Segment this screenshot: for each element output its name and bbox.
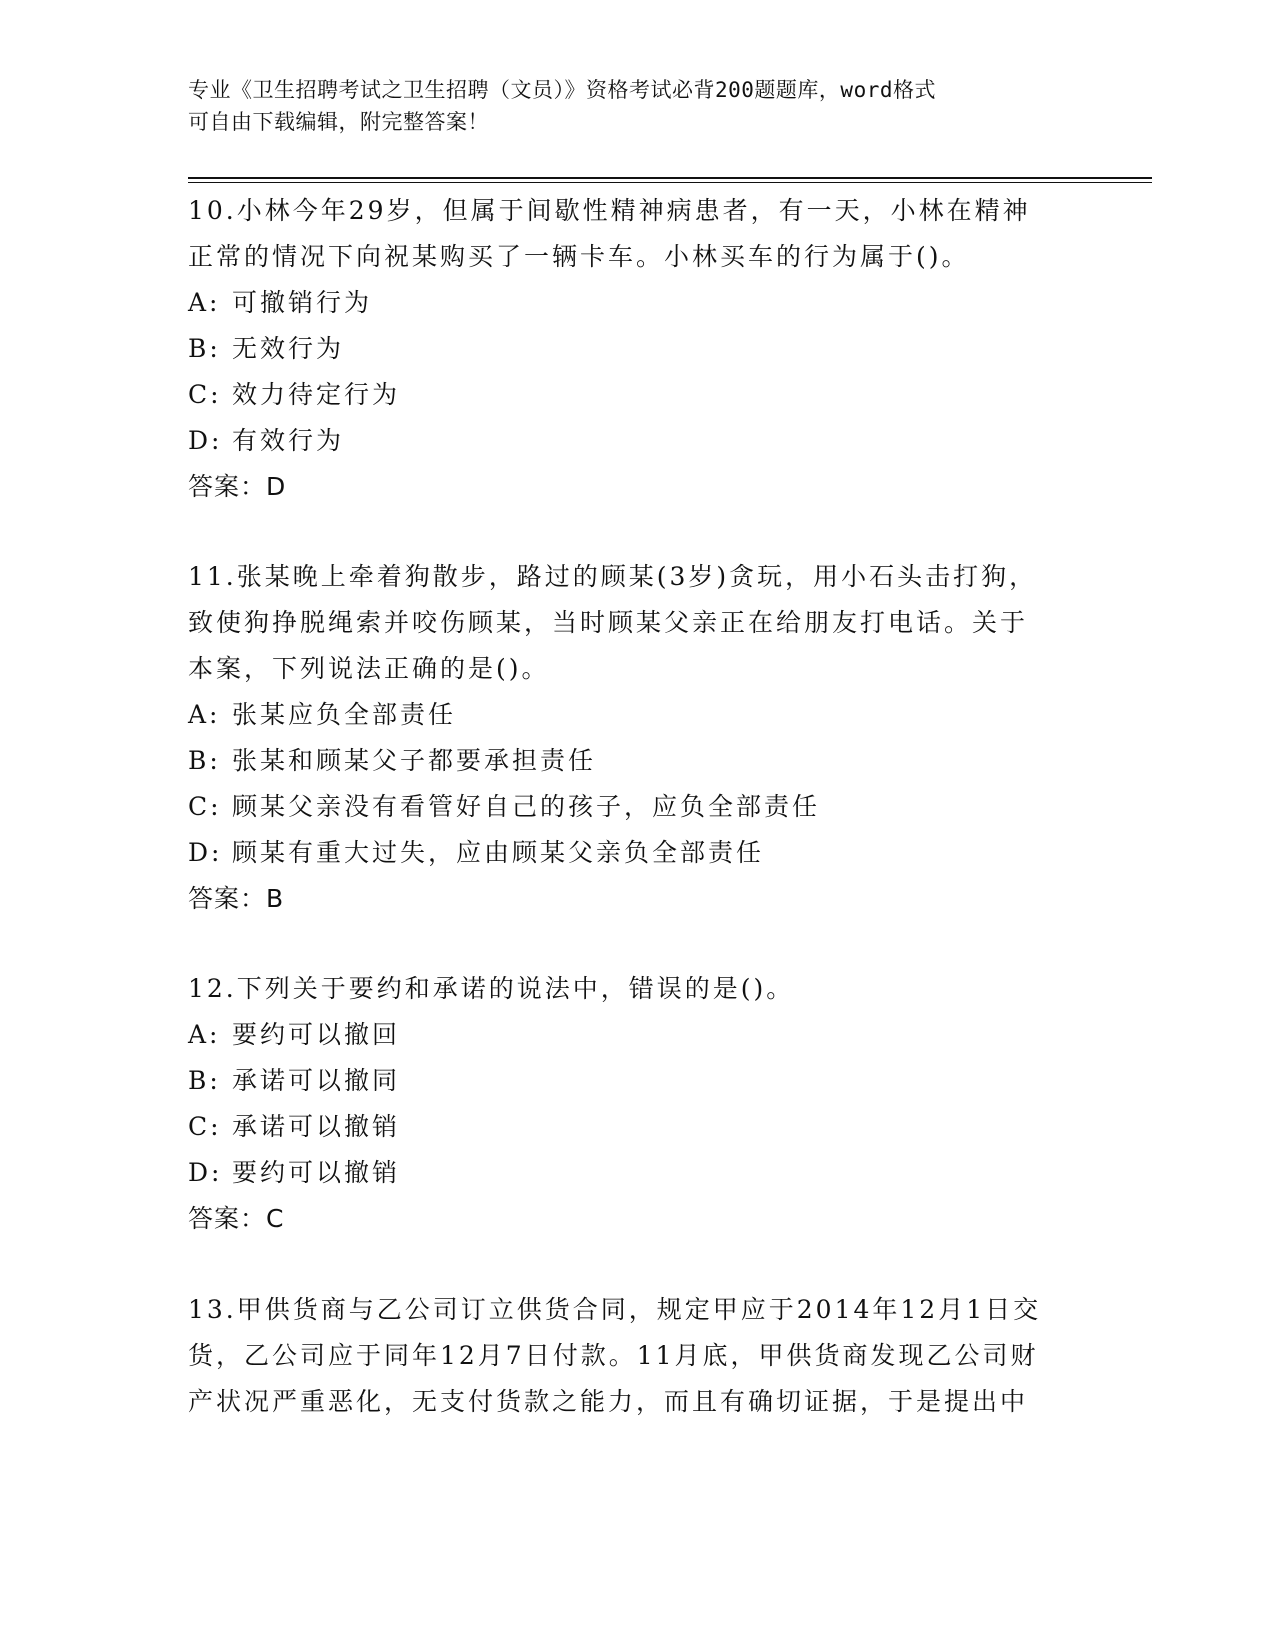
document-header — [188, 74, 1088, 138]
question-12-answer: 答案：C — [188, 1204, 285, 1233]
header-line-2: 可自由下载编辑，附完整答案！ — [188, 110, 489, 134]
question-13-text-line-2: 货，乙公司应于同年12月7日付款。11月底，甲供货商发现乙公司财 — [188, 1341, 1039, 1370]
question-11-answer: 答案：B — [188, 884, 285, 913]
question-11-option-c — [188, 784, 1088, 830]
option-text: 无效行为 — [232, 334, 345, 363]
option-letter: A: — [188, 700, 221, 729]
option-text: 可撤销行为 — [232, 288, 373, 317]
question-10 — [188, 188, 1088, 510]
header-divider-thick — [188, 177, 1152, 179]
question-10-option-c — [188, 372, 1088, 418]
option-text: 承诺可以撤同 — [232, 1066, 401, 1095]
question-13 — [188, 1287, 1088, 1425]
question-10-text-line-1: 10.小林今年29岁，但属于间歇性精神病患者，有一天，小林在精神 — [188, 196, 1031, 225]
option-text: 承诺可以撤销 — [232, 1112, 401, 1141]
question-12-option-d — [188, 1150, 1088, 1196]
question-10-option-b — [188, 326, 1088, 372]
question-13-text-line-1: 13.甲供货商与乙公司订立供货合同，规定甲应于2014年12月1日交 — [188, 1295, 1042, 1324]
question-11-text-line-2: 致使狗挣脱绳索并咬伤顾某，当时顾某父亲正在给朋友打电话。关于 — [188, 608, 1029, 637]
question-11-text-line-3: 本案，下列说法正确的是()。 — [188, 654, 550, 683]
option-letter: A: — [188, 288, 221, 317]
question-13-text-line-3: 产状况严重恶化，无支付货款之能力，而且有确切证据，于是提出中 — [188, 1387, 1029, 1416]
question-11 — [188, 554, 1088, 922]
question-11-option-d — [188, 830, 1088, 876]
question-12-option-c — [188, 1104, 1088, 1150]
option-letter: C: — [188, 1112, 222, 1141]
header-divider-thin — [188, 182, 1152, 183]
header-line-1: 专业《卫生招聘考试之卫生招聘（文员）》资格考试必背200题题库，word格式 — [188, 78, 936, 102]
option-text: 要约可以撤回 — [232, 1020, 401, 1049]
option-letter: C: — [188, 792, 222, 821]
question-11-option-b — [188, 738, 1088, 784]
question-10-option-d — [188, 418, 1088, 464]
question-12-option-b — [188, 1058, 1088, 1104]
option-letter: D: — [188, 1158, 223, 1187]
question-12-text-line-1: 12.下列关于要约和承诺的说法中，错误的是()。 — [188, 974, 795, 1003]
option-text: 顾某有重大过失，应由顾某父亲负全部责任 — [232, 838, 765, 867]
option-text: 有效行为 — [232, 426, 345, 455]
option-text: 张某应负全部责任 — [232, 700, 457, 729]
question-11-option-a — [188, 692, 1088, 738]
option-letter: A: — [188, 1020, 221, 1049]
option-letter: D: — [188, 838, 223, 867]
question-10-text-line-2: 正常的情况下向祝某购买了一辆卡车。小林买车的行为属于()。 — [188, 242, 970, 271]
option-text: 效力待定行为 — [232, 380, 401, 409]
question-12 — [188, 966, 1088, 1242]
option-text: 顾某父亲没有看管好自己的孩子，应负全部责任 — [232, 792, 821, 821]
option-letter: B: — [188, 334, 221, 363]
question-10-option-a — [188, 280, 1088, 326]
question-11-text-line-1: 11.张某晚上牵着狗散步，路过的顾某(3岁)贪玩，用小石头击打狗， — [188, 562, 1038, 591]
option-letter: B: — [188, 746, 221, 775]
question-12-option-a — [188, 1012, 1088, 1058]
option-text: 张某和顾某父子都要承担责任 — [232, 746, 597, 775]
question-10-answer: 答案：D — [188, 472, 287, 501]
option-letter: D: — [188, 426, 223, 455]
option-text: 要约可以撤销 — [232, 1158, 401, 1187]
option-letter: C: — [188, 380, 222, 409]
option-letter: B: — [188, 1066, 221, 1095]
